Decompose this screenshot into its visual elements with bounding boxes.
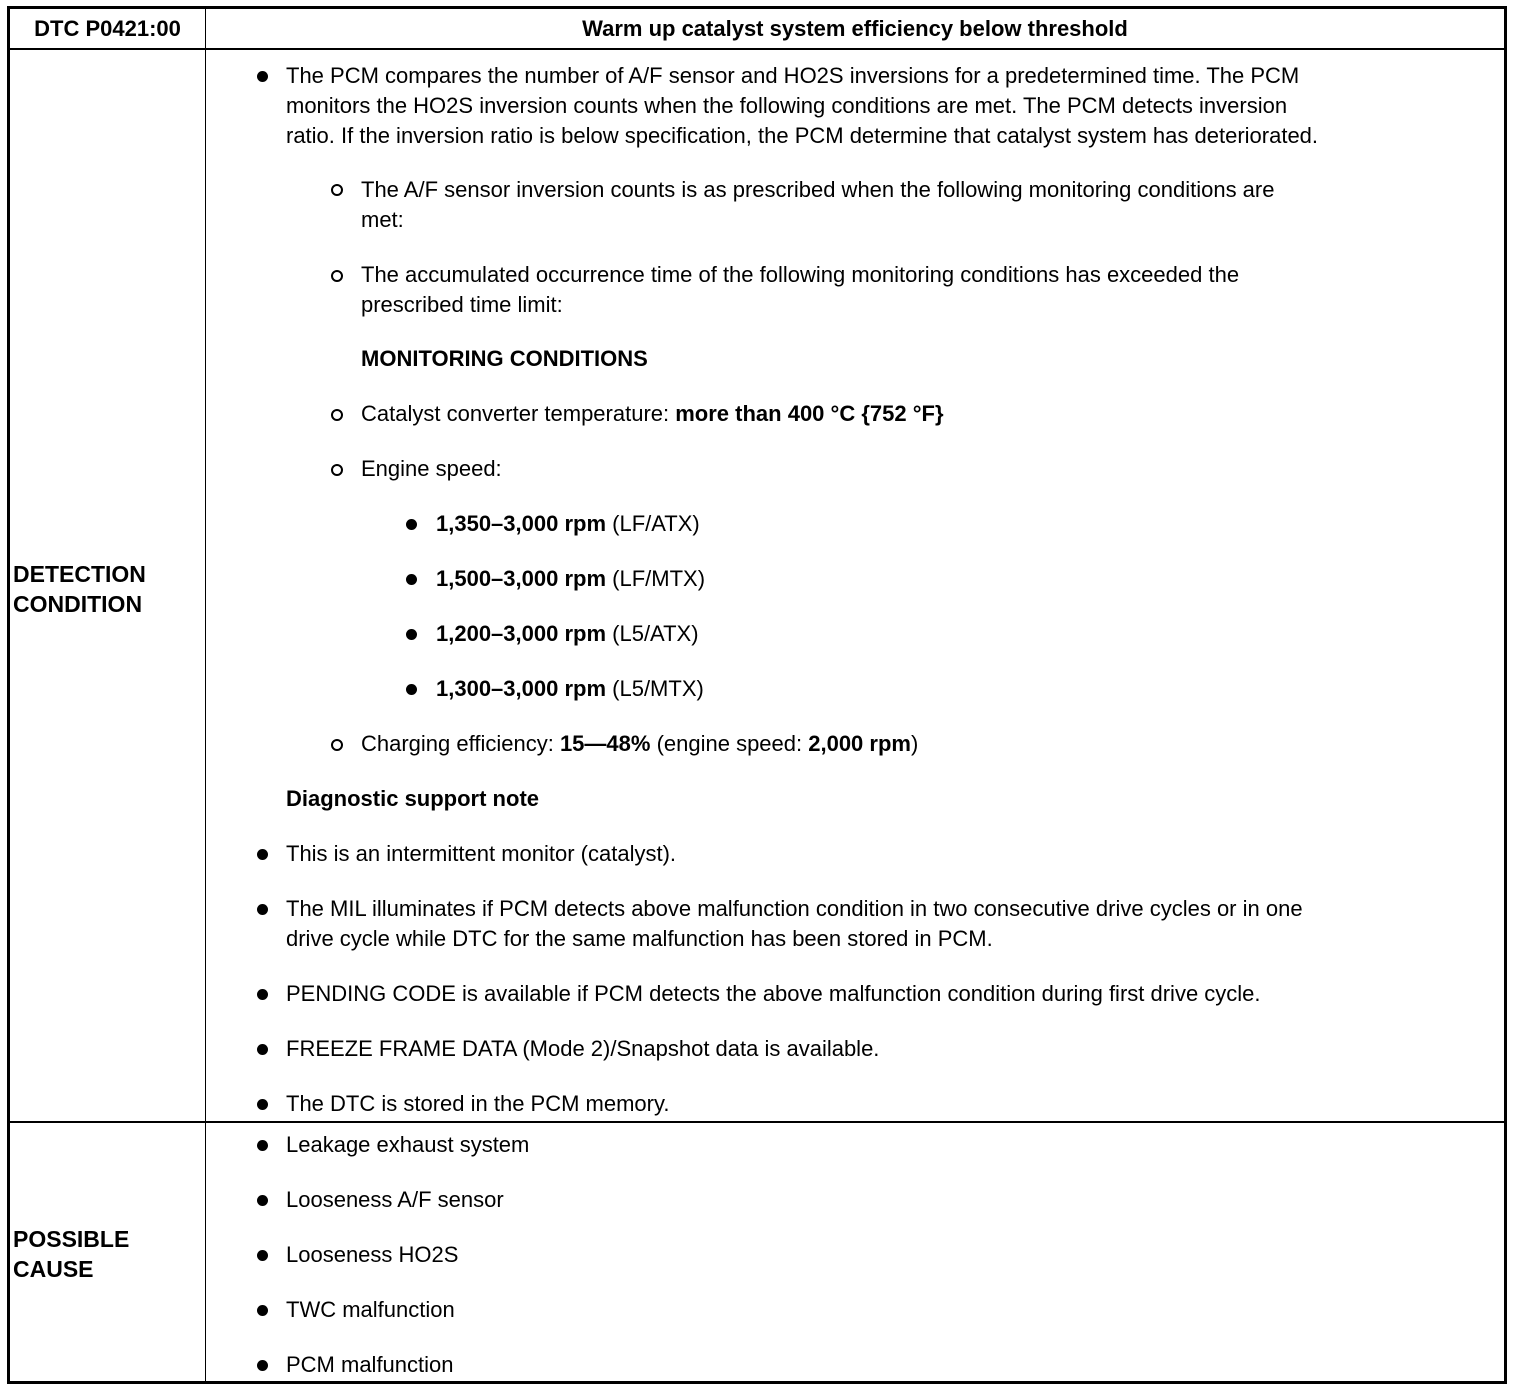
dtc-table <box>7 6 1507 1384</box>
circle-bullet-icon <box>331 184 343 196</box>
engine-speed-item: 1,300–3,000 rpm (L5/MTX) <box>436 676 704 701</box>
support-note: This is an intermittent monitor (catalyst). <box>286 841 677 866</box>
support-note: PENDING CODE is available if PCM detects the above malfunction condition during first drive cycle. <box>286 981 1261 1006</box>
support-note: The MIL illuminates if PCM detects above malfunction condition in two consecutive drive cycles or in one <box>286 896 1303 921</box>
bullet-icon <box>406 574 417 585</box>
bullet-icon <box>257 1195 268 1206</box>
charging-efficiency: Charging efficiency: 15—48% (engine speed: 2,000 rpm) <box>361 731 919 756</box>
engine-speed-item: 1,350–3,000 rpm (LF/ATX) <box>436 511 700 536</box>
possible-cause-item: Leakage exhaust system <box>286 1132 530 1157</box>
possible-cause-item: TWC malfunction <box>286 1297 455 1322</box>
circle-bullet-icon <box>331 409 343 421</box>
diagnostic-support-heading: Diagnostic support note <box>286 786 539 811</box>
possible-cause-item: Looseness HO2S <box>286 1242 459 1267</box>
bullet-icon <box>257 1099 268 1110</box>
sub-item-text: The accumulated occurrence time of the following monitoring conditions has exceeded the <box>361 262 1240 287</box>
column-divider <box>205 9 206 1381</box>
support-note: drive cycle while DTC for the same malfunction has been stored in PCM. <box>286 926 993 951</box>
bullet-icon <box>406 684 417 695</box>
sub-item-text: met: <box>361 207 404 232</box>
bullet-icon <box>257 71 268 82</box>
sub-item-text: prescribed time limit: <box>361 292 563 317</box>
circle-bullet-icon <box>331 270 343 282</box>
bullet-icon <box>257 904 268 915</box>
possible-cause-label: POSSIBLE CAUSE <box>13 1226 130 1282</box>
dtc-code: DTC P0421:00 <box>34 15 181 41</box>
bullet-icon <box>257 989 268 1000</box>
engine-speed-label: Engine speed: <box>361 456 502 481</box>
bullet-icon <box>257 1140 268 1151</box>
possible-cause-item: PCM malfunction <box>286 1352 454 1377</box>
bullet-icon <box>257 1250 268 1261</box>
support-note: FREEZE FRAME DATA (Mode 2)/Snapshot data is available. <box>286 1036 880 1061</box>
support-note: The DTC is stored in the PCM memory. <box>286 1091 670 1116</box>
dtc-title: Warm up catalyst system efficiency below threshold <box>582 15 1128 41</box>
header-divider <box>10 48 1504 50</box>
engine-speed-item: 1,500–3,000 rpm (LF/MTX) <box>436 566 706 591</box>
circle-bullet-icon <box>331 464 343 476</box>
bullet-icon <box>406 629 417 640</box>
intro-line: ratio. If the inversion ratio is below specification, the PCM determine that catalyst system has deteriorated. <box>286 123 1319 148</box>
bullet-icon <box>257 1044 268 1055</box>
intro-line: The PCM compares the number of A/F sensor and HO2S inversions for a predetermined time. The PCM <box>286 63 1300 88</box>
bullet-icon <box>257 1305 268 1316</box>
row-divider <box>10 1121 1504 1123</box>
bullet-icon <box>406 519 417 530</box>
bullet-icon <box>257 849 268 860</box>
monitoring-conditions-heading: MONITORING CONDITIONS <box>361 346 648 371</box>
engine-speed-item: 1,200–3,000 rpm (L5/ATX) <box>436 621 699 646</box>
detection-condition-label: DETECTION CONDITION <box>13 561 146 617</box>
catalyst-temperature: Catalyst converter temperature: more than 400 °C {752 °F} <box>361 401 944 426</box>
possible-cause-item: Looseness A/F sensor <box>286 1187 504 1212</box>
intro-line: monitors the HO2S inversion counts when the following conditions are met. The PCM detects inversion <box>286 93 1288 118</box>
bullet-icon <box>257 1360 268 1371</box>
sub-item-text: The A/F sensor inversion counts is as prescribed when the following monitoring conditions are <box>361 177 1275 202</box>
circle-bullet-icon <box>331 739 343 751</box>
